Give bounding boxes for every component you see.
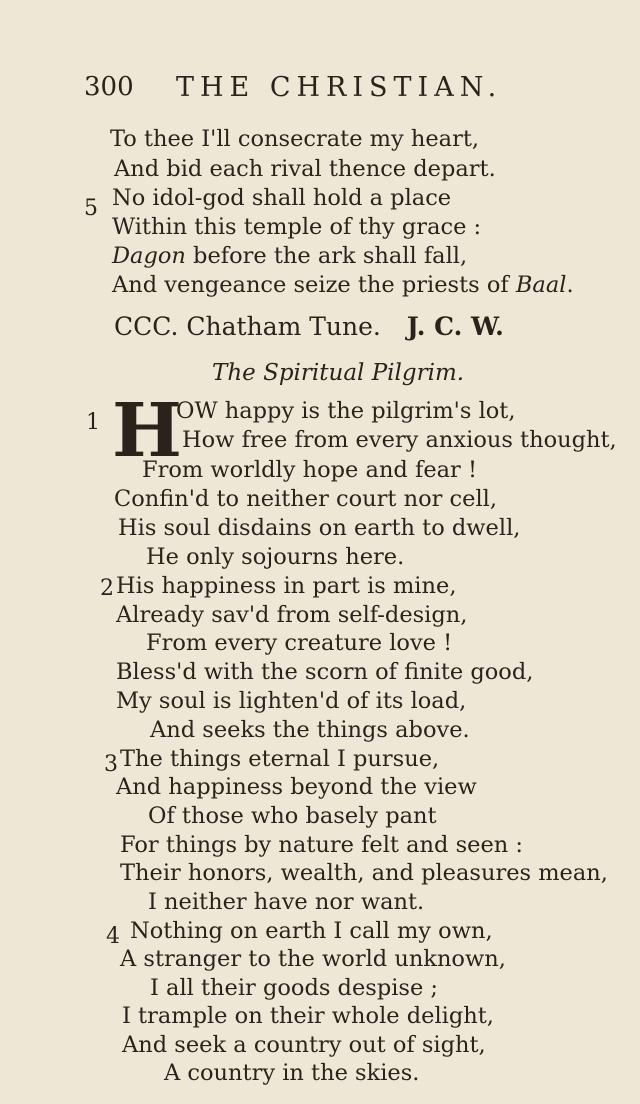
hymn-number: CCC.: [114, 312, 179, 341]
verse-line: From every creature love !: [146, 630, 453, 656]
verse-line: Within this temple of thy grace :: [112, 214, 482, 240]
verse-number: 3: [104, 752, 118, 777]
verse-line: Nothing on earth I call my own,: [130, 918, 493, 944]
verse-line: My soul is lighten'd of its load,: [116, 688, 467, 714]
verse-line: Already sav'd from self-design,: [116, 602, 468, 628]
verse-line: Dagon before the ark shall fall,: [112, 243, 468, 269]
running-head: THE CHRISTIAN.: [176, 72, 503, 103]
verse-number: 2: [100, 576, 114, 601]
hymn-heading: [114, 312, 504, 341]
verse-line: I all their goods despise ;: [150, 975, 439, 1001]
verse-line: And happiness beyond the view: [116, 774, 477, 800]
hymn-author: J. C. W.: [406, 312, 504, 341]
verse-line: Of those who basely pant: [148, 803, 437, 829]
verse-line: No idol-god shall hold a place: [112, 185, 452, 211]
verse-line: For things by nature felt and seen :: [120, 832, 523, 858]
verse-line: A country in the skies.: [164, 1060, 420, 1086]
verse-line: Their honors, wealth, and pleasures mean,: [120, 860, 608, 886]
verse-line: His happiness in part is mine,: [116, 573, 457, 599]
verse-line: Confin'd to neither court nor cell,: [114, 486, 497, 512]
verse-line: His soul disdains on earth to dwell,: [118, 515, 521, 541]
verse-line: The things eternal I pursue,: [120, 746, 440, 772]
verse-number: 1: [86, 410, 100, 435]
verse-line: I trample on their whole delight,: [122, 1003, 494, 1029]
hymn-tune: Chatham Tune.: [186, 312, 381, 341]
verse-line: OW happy is the pilgrim's lot,: [176, 398, 516, 424]
verse-number: 5: [84, 196, 98, 221]
verse-line: And seek a country out of sight,: [122, 1032, 486, 1058]
page-number: 300: [84, 72, 134, 102]
verse-line: How free from every anxious thought,: [182, 427, 617, 453]
drop-cap: H: [112, 388, 182, 474]
verse-line: A stranger to the world unknown,: [120, 946, 506, 972]
verse-line: He only sojourns here.: [146, 544, 405, 570]
verse-line: And bid each rival thence depart.: [114, 156, 496, 182]
page-header: [84, 72, 620, 112]
verse-line: And seeks the things above.: [150, 717, 470, 743]
verse-line: From worldly hope and fear !: [142, 457, 477, 483]
hymn-title: The Spiritual Pilgrim.: [212, 360, 465, 386]
verse-line: And vengeance seize the priests of Baal.: [112, 272, 574, 298]
verse-line: I neither have nor want.: [148, 889, 425, 915]
verse-number: 4: [106, 924, 120, 949]
verse-line: To thee I'll consecrate my heart,: [110, 126, 480, 152]
verse-line: Bless'd with the scorn of finite good,: [116, 659, 534, 685]
